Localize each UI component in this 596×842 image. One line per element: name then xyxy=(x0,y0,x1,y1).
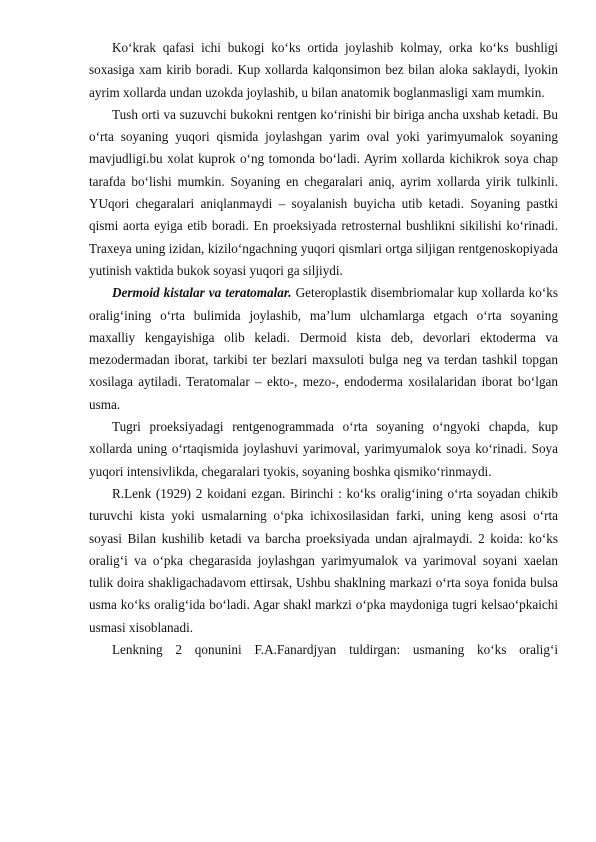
paragraph-4 xyxy=(89,416,558,483)
paragraph-4-text: Tugri proeksiyadagi rentgenogrammada o‘rta soyaning o‘ngyoki chapda, kup xollarda uning o‘rtaqismida joylashuvi yarimoval, yarimyumalok soya ko‘rinadi. Soya yuqori intensivlikda, chegaralari tyokis, soyaning boshka qismiko‘rinmaydi. xyxy=(89,419,558,479)
paragraph-6 xyxy=(89,639,558,661)
paragraph-1-text: Ko‘krak qafasi ichi bukogi ko‘ks ortida joylashib kolmay, orka ko‘ks bushligi soxasiga xam kirib boradi. Kup xollarda kalqonsimon bez bilan aloka saklaydi, lyokin ayrim xollarda undan uzokda joylashib, u bilan anatomik boglanmasligi xam mumkin. xyxy=(89,40,558,100)
paragraph-6-text: Lenkning 2 qonunini F.A.Fanardjyan tuldirgan: usmaning ko‘ks oralig‘i xyxy=(112,642,558,658)
paragraph-5-text: R.Lenk (1929) 2 koidani ezgan. Birinchi : ko‘ks oralig‘ining o‘rta soyadan chikib turuvchi kista yoki usmalarning o‘pka ichixosilasidan farki, uning keng asosi o‘rta soyasi Bilan kushilib ketadi va barcha proeksiyada undan ajralmaydi. 2 koida: ko‘ks oralig‘i va o‘pka chegarasida joylashgan yarimyumalok va yarimoval soyani xaelan tulik doira shakligachadavom ettirsak, Ushbu shaklning markazi o‘rta soya fonida bulsa usma ko‘ks oralig‘ida bo‘ladi. Agar shakl markzi o‘pka maydoniga tugri kelsao‘pkaichi usmasi xisoblanadi. xyxy=(89,485,558,635)
paragraph-1 xyxy=(89,37,558,104)
paragraph-3-text: Geteroplastik disembriomalar kup xollarda ko‘ks oralig‘ining o‘rta bulimida joylashib, ma’lum ulchamlarga etgach o‘rta soyaning maxalliy kengayishiga olib keladi. Dermoid kista deb, devorlari ektoderma va mezodermadan iborat, tarkibi ter bezlari maxsuloti bulga neg va terdan tashkil topgan xosilaga aytiladi. Teratomalar – ekto-, mezo-, endoderma xosilalaridan iborat bo‘lgan usma. xyxy=(89,285,558,412)
paragraph-5 xyxy=(89,483,558,639)
document-page xyxy=(89,37,558,661)
paragraph-2 xyxy=(89,104,558,282)
paragraph-3-heading: Dermoid kistalar va teratomalar. xyxy=(112,285,292,301)
paragraph-2-text: Tush orti va suzuvchi bukokni rentgen ko‘rinishi bir biriga ancha uxshab ketadi. Bu o‘rta soyaning yuqori qismida joylashgan yarim oval yoki yarimyumalok soyaning mavjudligi.bu xolat kuprok o‘ng tomonda bo‘ladi. Ayrim xollarda kichikrok soya chap tarafda bo‘lishi mumkin. Soyaning en chegaralari aniq, ayrim xollarda yirik tulkinli. YUqori chegaralari aniqlanmaydi – soyalanish buyicha utib ketadi. Soyaning pastki qismi aorta eyiga etib boradi. En proeksiyada retrosternal bushlikni sikilishi ko‘rinadi. Traxeya uning izidan, kizilo‘ngachning yuqori qismlari ortga siljigan rentgenoskopiyada yutinish vaktida bukok soyasi yuqori ga siljiydi. xyxy=(89,106,558,278)
paragraph-3 xyxy=(89,282,558,416)
